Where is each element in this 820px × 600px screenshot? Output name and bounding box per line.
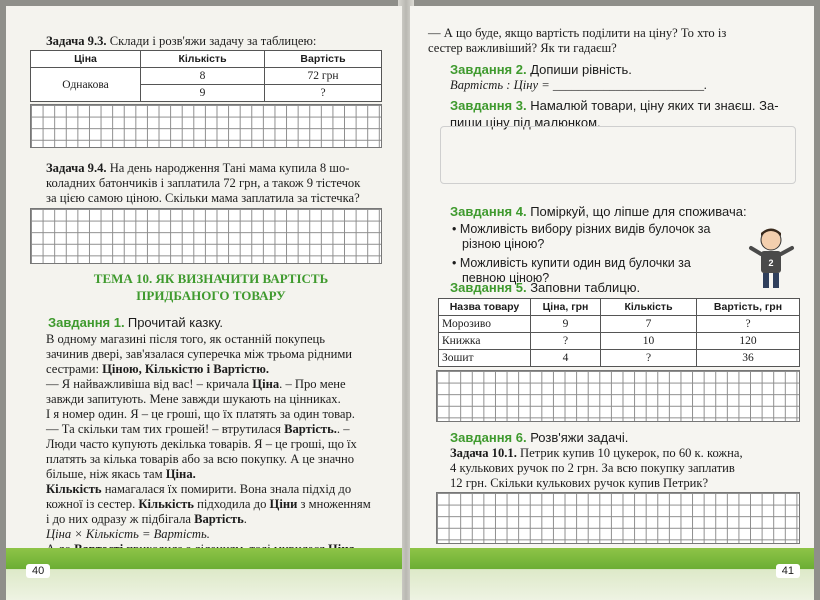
zavdannya-2 xyxy=(450,62,632,78)
task-9-3 xyxy=(46,34,316,49)
table-header: Кількість xyxy=(141,51,265,68)
table-cell: 7 xyxy=(601,316,697,333)
bold-term: Кількість xyxy=(138,497,194,511)
story-line: . xyxy=(243,512,247,526)
table-cell: 9 xyxy=(141,85,265,102)
right-page xyxy=(410,6,814,600)
story-line: . – xyxy=(336,422,350,436)
page-footer xyxy=(410,548,814,600)
task-5-table xyxy=(438,298,800,367)
table-header: Ціна xyxy=(31,51,141,68)
table-cell: 120 xyxy=(697,333,800,350)
task-line: 12 грн. Скільки кулькових ручок купив Петрик? xyxy=(450,476,709,490)
task-text: Допиши рівність. xyxy=(526,62,632,77)
story-line: підходила до xyxy=(193,497,270,511)
table-cell: ? xyxy=(531,333,601,350)
option-line: • Можливість купити один вид булочки за xyxy=(452,256,691,270)
table-cell: Зошит xyxy=(439,350,531,367)
task-9-3-table xyxy=(30,50,382,102)
table-header: Вартість, грн xyxy=(697,299,800,316)
task-label: Завдання 5. xyxy=(450,280,527,295)
task-label: Задача 9.3. xyxy=(46,34,107,48)
zavdannya-4 xyxy=(450,204,747,220)
task-line: На день народження Тані мама купила 8 шо- xyxy=(106,161,350,175)
zavdannya-1 xyxy=(48,315,223,331)
boy-illustration xyxy=(746,228,796,290)
task-line: за цією самою ціною. Скільки мама заплатила за тістечка? xyxy=(46,191,360,205)
table-cell: Однакова xyxy=(31,68,141,102)
table-cell: 72 грн xyxy=(265,68,382,85)
zavdannya-5 xyxy=(450,280,640,296)
formula: Ціна × Кількість = Вартість. xyxy=(46,527,210,541)
table-header: Вартість xyxy=(265,51,382,68)
story-line: сестрами: xyxy=(46,362,103,376)
topic-title xyxy=(46,270,376,304)
page-number: 40 xyxy=(26,564,50,578)
story-line: кожної із сестер. xyxy=(46,497,139,511)
task-text: Склади і розв'яжи задачу за таблицею: xyxy=(106,34,317,48)
bold-term: Кількість xyxy=(46,482,102,496)
answer-grid[interactable] xyxy=(436,492,800,544)
drawing-area[interactable] xyxy=(440,126,796,184)
task-label: Завдання 3. xyxy=(450,98,527,113)
story-line: . – Про мене xyxy=(279,377,346,391)
story-line: платять за кілька товарів або за всю покупку. А це значно xyxy=(46,452,355,466)
story-line: І я номер один. Я – це гроші, що їх платять за один товар. xyxy=(46,407,355,421)
bold-term: Ціною, Кількістю і Вартістю. xyxy=(102,362,269,376)
task-line: коладних батончиків і заплатила 72 грн, а також 9 тістечок xyxy=(46,176,361,190)
table-header: Кількість xyxy=(601,299,697,316)
table-cell: 10 xyxy=(601,333,697,350)
table-header: Ціна, грн xyxy=(531,299,601,316)
option-line: різною ціною? xyxy=(462,237,545,251)
bold-term: Ціна. xyxy=(165,467,196,481)
story-line: зачинив двері, зав'язалася суперечка між трьома рідними xyxy=(46,347,353,361)
topic-line: ПРИДБАНОГО ТОВАРУ xyxy=(136,288,286,303)
table-cell: 4 xyxy=(531,350,601,367)
intro-text xyxy=(428,26,808,56)
task-line: Петрик купив 10 цукерок, по 60 к. кожна, xyxy=(516,446,743,460)
table-cell: Морозиво xyxy=(439,316,531,333)
story-text xyxy=(46,332,391,572)
options-list xyxy=(452,222,752,286)
task-text: Заповни таблицю. xyxy=(526,280,641,295)
task-text: Розв'яжи задачі. xyxy=(526,430,629,445)
task-text: Поміркуй, що ліпше для споживача: xyxy=(526,204,747,219)
option-line: • Можливість вибору різних видів булочок за xyxy=(452,222,711,236)
intro-line: сестер важливіший? Як ти гадаєш? xyxy=(428,41,617,55)
task-text: Намалюй товари, ціну яких ти знаєш. За- xyxy=(526,98,779,113)
task-label: Завдання 1. xyxy=(48,315,125,330)
story-line: — Та скільки там тих грошей! – втрутилася xyxy=(46,422,285,436)
equation-line xyxy=(450,78,707,93)
story-line: з множенням xyxy=(297,497,371,511)
task-10-1 xyxy=(450,446,810,491)
left-page xyxy=(6,6,402,600)
table-cell: Книжка xyxy=(439,333,531,350)
page-number: 41 xyxy=(776,564,800,578)
bold-term: Вартість xyxy=(194,512,244,526)
task-9-4 xyxy=(46,161,391,206)
story-line: Люди часто купують декілька товарів. Я – це гроші, що їх xyxy=(46,437,357,451)
task-line: 4 кулькових ручок по 2 грн. За всю покупку заплатив xyxy=(450,461,735,475)
topic-line: ТЕМА 10. ЯК ВИЗНАЧИТИ ВАРТІСТЬ xyxy=(93,271,329,286)
bold-term: Ціни xyxy=(269,497,298,511)
table-cell: ? xyxy=(265,85,382,102)
story-line: завжди запитують. xyxy=(46,392,147,406)
table-cell: ? xyxy=(601,350,697,367)
task-label: Завдання 4. xyxy=(450,204,527,219)
task-label: Завдання 2. xyxy=(450,62,527,77)
option-line: певною ціною? xyxy=(462,271,550,285)
task-text: Прочитай казку. xyxy=(127,315,223,330)
svg-text:2: 2 xyxy=(768,258,774,268)
table-header: Назва товару xyxy=(439,299,531,316)
story-line: і до них одразу ж підбігала xyxy=(46,512,195,526)
answer-blank[interactable]: ________________________. xyxy=(552,78,708,92)
table-cell: 9 xyxy=(531,316,601,333)
zavdannya-6 xyxy=(450,430,628,446)
task-label: Завдання 6. xyxy=(450,430,527,445)
story-line: В одному магазині після того, як останній покупець xyxy=(46,332,326,346)
story-line: намагалася їх помирити. Вона знала підхід до xyxy=(101,482,352,496)
story-line: більше, ніж якась там xyxy=(46,467,166,481)
page-footer xyxy=(6,548,402,600)
answer-grid[interactable] xyxy=(30,104,382,148)
task-label: Задача 10.1. xyxy=(450,446,517,460)
table-cell: 36 xyxy=(697,350,800,367)
story-line: Мене завжди шукають на цінниках. xyxy=(149,392,341,406)
story-line: — Я найважливіша від вас! – кричала xyxy=(46,377,253,391)
intro-line: — А що буде, якщо вартість поділити на ціну? То хто із xyxy=(428,26,727,40)
table-cell: 8 xyxy=(141,68,265,85)
task-text: пиши ціну під малюнком. xyxy=(450,115,601,130)
bold-term: Вартість. xyxy=(284,422,337,436)
task-label: Задача 9.4. xyxy=(46,161,107,175)
bold-term: Ціна xyxy=(252,377,280,391)
equation: Вартість : Ціну = xyxy=(450,78,553,92)
table-cell: ? xyxy=(697,316,800,333)
answer-grid[interactable] xyxy=(30,208,382,264)
answer-grid[interactable] xyxy=(436,370,800,422)
